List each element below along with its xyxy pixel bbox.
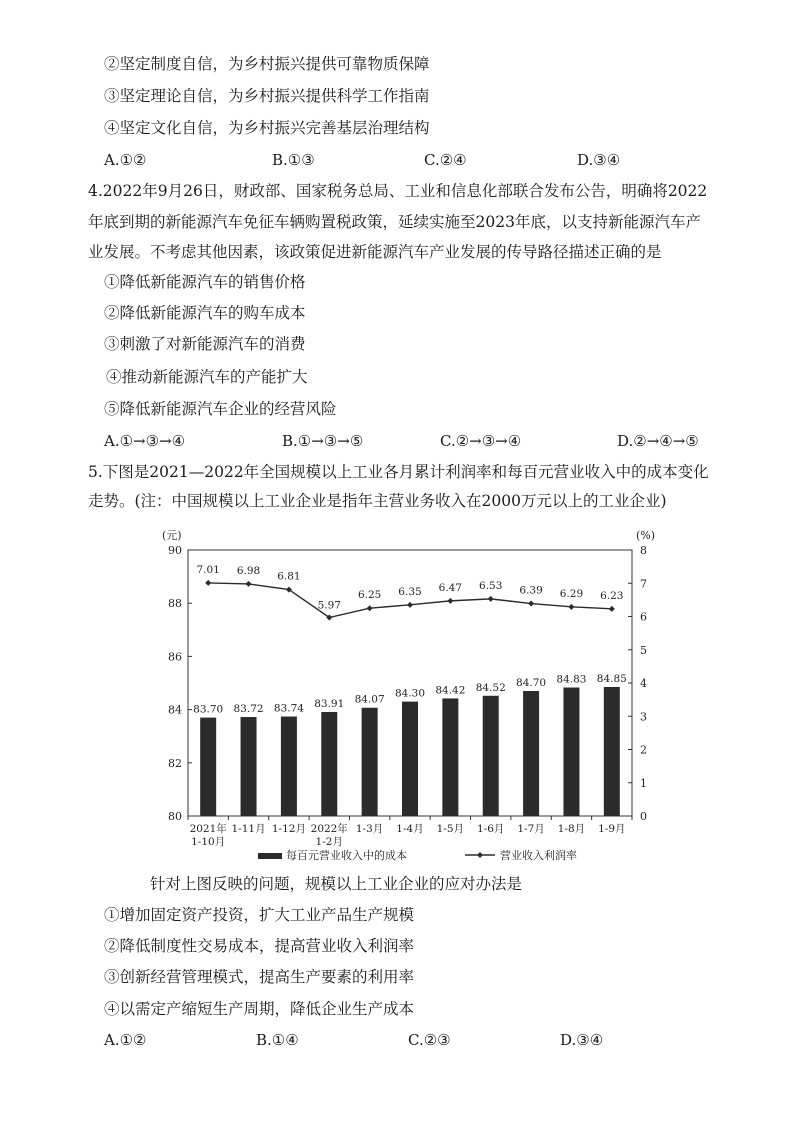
left-tick-label: 90: [168, 544, 182, 557]
right-tick-label: 8: [640, 544, 647, 557]
left-tick-label: 80: [168, 810, 182, 823]
x-tick-label: 2021年: [189, 823, 227, 835]
q5-option-d: D.③④: [560, 1031, 604, 1049]
q4-item-4: ④推动新能源汽车的产能扩大: [106, 368, 308, 386]
q3-option-b: B.①③: [272, 151, 315, 169]
q4-option-c: C.②→③→④: [440, 432, 522, 450]
profit-rate-label: 6.53: [479, 579, 503, 592]
profit-rate-label: 6.29: [559, 587, 584, 600]
x-tick-label: 2022年: [310, 823, 348, 835]
profit-rate-label: 6.35: [398, 585, 422, 598]
q3-item-2: ②坚定制度自信，为乡村振兴提供可靠物质保障: [104, 55, 430, 73]
profit-rate-point: [528, 601, 534, 607]
cost-bar-label: 84.42: [435, 684, 466, 697]
profit-rate-line: [196, 564, 623, 621]
right-axis-unit: (%): [636, 529, 656, 542]
x-tick-label: 1-7月: [517, 823, 545, 835]
cost-bar: [362, 708, 378, 816]
q4-item-2: ②降低新能源汽车的购车成本: [104, 304, 306, 322]
q4-item-3: ③刺激了对新能源汽车的消费: [104, 335, 306, 353]
cost-bar: [483, 696, 499, 816]
legend-bar-label: 每百元营业收入中的成本: [286, 849, 407, 862]
left-tick-label: 84: [168, 703, 182, 717]
cost-bar-label: 83.74: [273, 702, 304, 715]
cost-bar-label: 84.07: [354, 693, 385, 706]
cost-bar-label: 84.85: [596, 672, 627, 685]
cost-bar: [321, 712, 337, 816]
q3-option-d: D.③④: [577, 151, 621, 169]
left-tick-label: 86: [168, 650, 182, 664]
q5-stem-line-1: 5.下图是2021—2022年全国规模以上工业各月累计利润率和每百元营业收入中的成本变化: [88, 463, 709, 481]
right-tick-label: 1: [640, 776, 647, 790]
cost-bar-label: 83.72: [233, 703, 264, 716]
profit-rate-point: [407, 602, 413, 608]
q3-item-3: ③坚定理论自信，为乡村振兴提供科学工作指南: [104, 87, 430, 105]
cost-bar-label: 83.91: [314, 697, 345, 710]
profit-rate-label: 6.98: [236, 564, 261, 577]
q3-option-c: C.②④: [424, 151, 467, 169]
q5-item-1: ①增加固定资产投资，扩大工业产品生产规模: [104, 906, 415, 924]
cost-bar: [442, 698, 458, 816]
legend-line-label: 营业收入利润率: [500, 849, 577, 862]
q3-item-4: ④坚定文化自信，为乡村振兴完善基层治理结构: [104, 119, 430, 137]
cost-bar: [281, 717, 297, 816]
profit-rate-label: 6.25: [357, 589, 382, 602]
x-tick-label: 1-11月: [231, 823, 266, 835]
q4-option-b: B.①→③→⑤: [282, 432, 364, 450]
profit-rate-point: [367, 605, 373, 611]
cost-bar: [563, 688, 579, 816]
profit-rate-label: 7.01: [196, 563, 220, 576]
q5-question: 针对上图反映的问题，规模以上工业企业的应对办法是: [150, 875, 523, 893]
cost-bar: [523, 691, 539, 816]
cost-bar: [402, 702, 418, 816]
cost-bars: [193, 673, 627, 816]
q5-option-b: B.①④: [256, 1031, 299, 1049]
q5-option-c: C.②③: [408, 1031, 451, 1049]
profit-rate-point: [246, 581, 252, 587]
q4-stem-line-2: 年底到期的新能源汽车免征车辆购置税政策，延续实施至2023年底，以支持新能源汽车产: [88, 213, 701, 231]
profit-rate-point: [568, 604, 574, 610]
profit-rate-point: [205, 580, 211, 586]
left-axis-unit: (元): [162, 529, 182, 542]
profit-rate-point: [447, 598, 453, 604]
x-tick-label: 1-10月: [191, 836, 226, 848]
profit-rate-label: 6.23: [600, 589, 624, 602]
cost-profit-chart: [150, 525, 670, 870]
x-tick-label: 1-8月: [557, 823, 586, 835]
cost-bar: [200, 718, 216, 816]
profit-rate-point: [488, 596, 494, 602]
profit-rate-label: 6.81: [277, 570, 301, 583]
cost-bar-label: 84.83: [556, 673, 587, 686]
right-tick-label: 5: [640, 643, 647, 657]
cost-bar: [604, 687, 620, 816]
q5-item-4: ④以需定产缩短生产周期，降低企业生产成本: [104, 1000, 415, 1018]
profit-rate-label: 5.97: [317, 599, 341, 612]
q3-option-a: A.①②: [104, 151, 147, 169]
q4-option-d: D.②→④→⑤: [617, 432, 699, 450]
q4-item-1: ①降低新能源汽车的销售价格: [104, 273, 306, 291]
profit-rate-point: [609, 606, 615, 612]
cost-bar: [241, 717, 257, 816]
right-tick-label: 6: [640, 610, 647, 624]
q5-item-3: ③创新经营管理模式，提高生产要素的利用率: [104, 968, 415, 986]
profit-rate-label: 6.39: [519, 584, 543, 597]
x-tick-label: 1-12月: [271, 823, 306, 835]
legend-line-marker: [477, 852, 483, 858]
q4-option-a: A.①→③→④: [104, 432, 186, 450]
x-tick-label: 1-3月: [355, 823, 384, 835]
q5-stem-line-2: 走势。(注：中国规模以上工业企业是指年主营业务收入在2000万元以上的工业企业): [88, 492, 667, 510]
x-tick-label: 1-9月: [598, 823, 626, 835]
right-tick-label: 0: [640, 810, 647, 823]
legend-bar-swatch: [258, 853, 282, 859]
cost-bar-label: 84.70: [516, 676, 547, 689]
right-tick-label: 4: [640, 677, 647, 690]
q4-item-5: ⑤降低新能源汽车企业的经营风险: [104, 400, 337, 418]
x-tick-label: 1-6月: [477, 823, 505, 835]
cost-bar-label: 84.52: [475, 681, 506, 694]
left-tick-label: 88: [168, 597, 182, 611]
chart-legend: [258, 848, 577, 862]
right-tick-label: 2: [640, 743, 647, 757]
cost-bar-label: 83.70: [193, 703, 224, 716]
q5-item-2: ②降低制度性交易成本，提高营业收入利润率: [104, 937, 415, 955]
left-tick-label: 82: [168, 756, 182, 770]
q4-stem-line-3: 业发展。不考虑其他因素，该政策促进新能源汽车产业发展的传导路径描述正确的是: [88, 243, 662, 261]
profit-rate-label: 6.47: [438, 581, 463, 594]
right-tick-label: 7: [640, 577, 647, 591]
q4-stem-line-1: 4.2022年9月26日，财政部、国家税务总局、工业和信息化部联合发布公告，明确将2022: [88, 182, 708, 200]
right-tick-label: 3: [640, 710, 647, 724]
cost-bar-label: 84.30: [394, 687, 426, 700]
q5-option-a: A.①②: [104, 1031, 147, 1049]
x-tick-label: 1-4月: [396, 823, 424, 835]
x-tick-label: 1-2月: [315, 836, 343, 848]
x-tick-label: 1-5月: [436, 823, 465, 835]
